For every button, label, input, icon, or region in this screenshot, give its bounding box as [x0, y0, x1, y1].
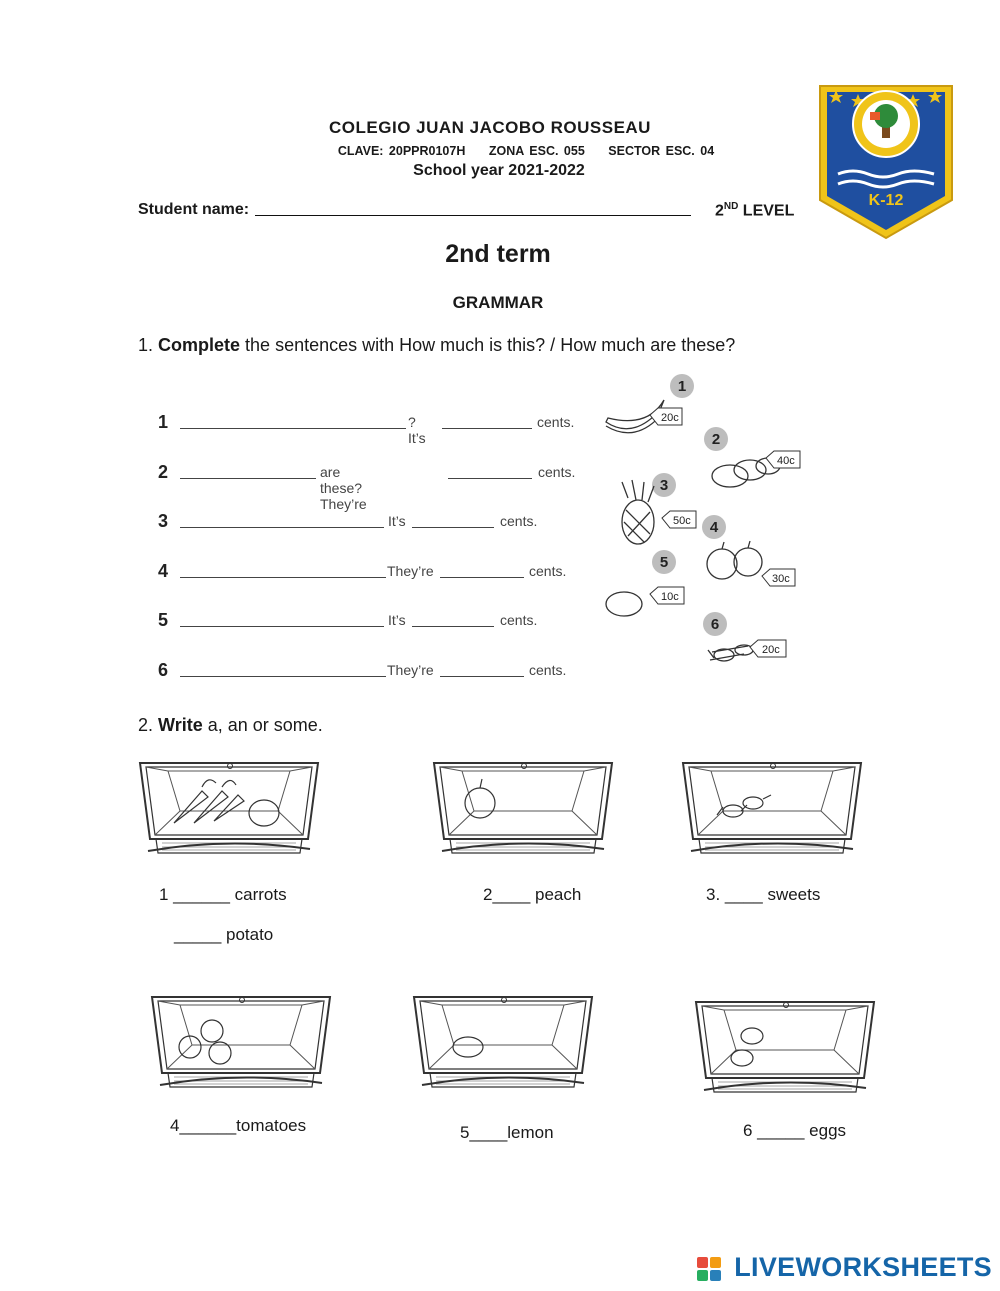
- answer-blank[interactable]: [440, 676, 524, 677]
- item-number: 4: [709, 519, 719, 536]
- answer-label-eggs[interactable]: 6 _____ eggs: [743, 1121, 847, 1140]
- item-number: 6: [710, 616, 720, 633]
- school-crest-logo: [818, 82, 954, 240]
- item-number: 3: [659, 477, 669, 494]
- basket-sweets: [681, 757, 867, 857]
- student-name-input[interactable]: [255, 215, 691, 216]
- basket-lemon: [412, 991, 598, 1091]
- term-title: 2nd term: [445, 240, 551, 268]
- apple-drawing: [707, 549, 737, 579]
- answer-label-potato[interactable]: _____ potato: [174, 925, 274, 944]
- clave-code: CLAVE: 20PPR0107H: [337, 144, 466, 158]
- section-title: GRAMMAR: [452, 293, 544, 312]
- price-tag: 20c: [762, 644, 780, 656]
- item-number: 1: [677, 378, 687, 395]
- answer-blank[interactable]: [448, 478, 532, 479]
- answer-label-peach[interactable]: 2____ peach: [483, 885, 582, 904]
- answer-blank[interactable]: [180, 676, 386, 677]
- answer-blank[interactable]: [180, 428, 406, 429]
- student-name-label: Student name:: [138, 201, 250, 218]
- answer-label-lemon[interactable]: 5____lemon: [460, 1123, 554, 1142]
- answer-blank[interactable]: [440, 577, 524, 578]
- answer-blank[interactable]: [180, 577, 386, 578]
- exercise-1-instruction: 1. Complete the sentences with How much is this? / How much are these?: [138, 335, 736, 355]
- item-number: 5: [659, 554, 669, 571]
- basket-eggs: [694, 996, 880, 1096]
- price-tag: 50c: [673, 515, 691, 527]
- answer-label-sweets[interactable]: 3. ____ sweets: [706, 885, 821, 904]
- answer-blank[interactable]: [180, 478, 316, 479]
- price-tag: 40c: [777, 455, 795, 467]
- answer-blank[interactable]: [180, 527, 384, 528]
- level-label: 2ND LEVEL: [715, 201, 795, 220]
- answer-blank[interactable]: [442, 428, 532, 429]
- answer-blank[interactable]: [180, 626, 384, 627]
- lemon-drawing: [606, 592, 642, 616]
- sector-code: SECTOR ESC. 04: [608, 144, 715, 158]
- answer-label-carrots[interactable]: 1 ______ carrots: [159, 885, 287, 904]
- school-year: School year 2021-2022: [413, 162, 585, 179]
- answer-blank[interactable]: [412, 527, 494, 528]
- basket-tomatoes: [150, 991, 336, 1091]
- potato-drawing: [712, 465, 748, 487]
- school-name: COLEGIO JUAN JACOBO ROUSSEAU: [329, 118, 651, 137]
- liveworksheets-logo-icon: [697, 1257, 721, 1283]
- priced-items-illustration: [598, 370, 818, 680]
- price-tag: 30c: [772, 573, 790, 585]
- basket-carrots-potato: [138, 757, 324, 857]
- price-tag: 20c: [661, 412, 679, 424]
- liveworksheets-brand: LIVEWORKSHEETS: [734, 1252, 992, 1282]
- zone-code: ZONA ESC. 055: [488, 144, 585, 158]
- answer-blank[interactable]: [412, 626, 494, 627]
- answer-label-tomatoes[interactable]: 4______tomatoes: [170, 1116, 307, 1135]
- price-tag: 10c: [661, 591, 679, 603]
- item-number: 2: [711, 431, 721, 448]
- basket-peach: [432, 757, 618, 857]
- crest-text: K-12: [868, 192, 904, 209]
- student-name-row: [138, 201, 697, 219]
- exercise-2-instruction: 2. Write a, an or some.: [138, 715, 323, 735]
